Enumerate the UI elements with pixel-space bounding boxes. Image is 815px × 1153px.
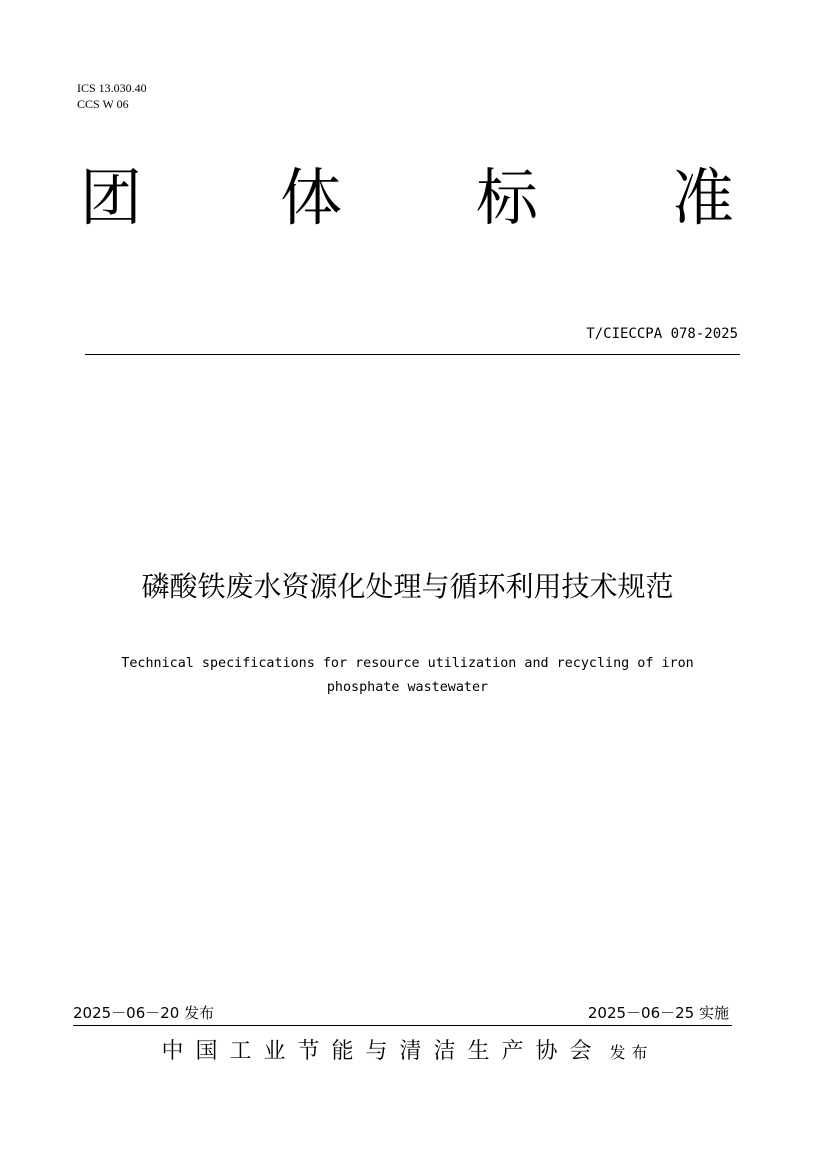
- publisher-organization: 中国工业节能与清洁生产协会: [161, 1039, 604, 1064]
- heading-char-3: 标: [476, 161, 539, 234]
- chinese-title: 磷酸铁废水资源化处理与循环利用技术规范: [141, 570, 674, 603]
- publisher-line: [0, 1036, 815, 1069]
- english-title-line-2: phosphate wastewater: [326, 680, 489, 695]
- heading-char-2: 体: [280, 161, 343, 234]
- effective-date: 2025－06－25 实施: [587, 1004, 729, 1022]
- document-type-heading: [80, 158, 740, 238]
- bottom-divider: [73, 1025, 732, 1026]
- ics-code: ICS 13.030.40: [77, 81, 147, 95]
- publisher-suffix: 发布: [609, 1043, 654, 1062]
- english-title: [40, 652, 775, 700]
- heading-char-1: 团: [80, 161, 143, 234]
- classification-block: [77, 80, 147, 112]
- heading-char-4: 准: [672, 161, 735, 234]
- standard-code: T/CIECCPA 078-2025: [586, 326, 738, 342]
- publication-date: 2025－06－20 发布: [73, 1004, 215, 1022]
- english-title-line-1: Technical specifications for resource utilization and recycling of iron: [121, 656, 694, 671]
- top-divider: [85, 354, 740, 355]
- ccs-code: CCS W 06: [77, 97, 129, 111]
